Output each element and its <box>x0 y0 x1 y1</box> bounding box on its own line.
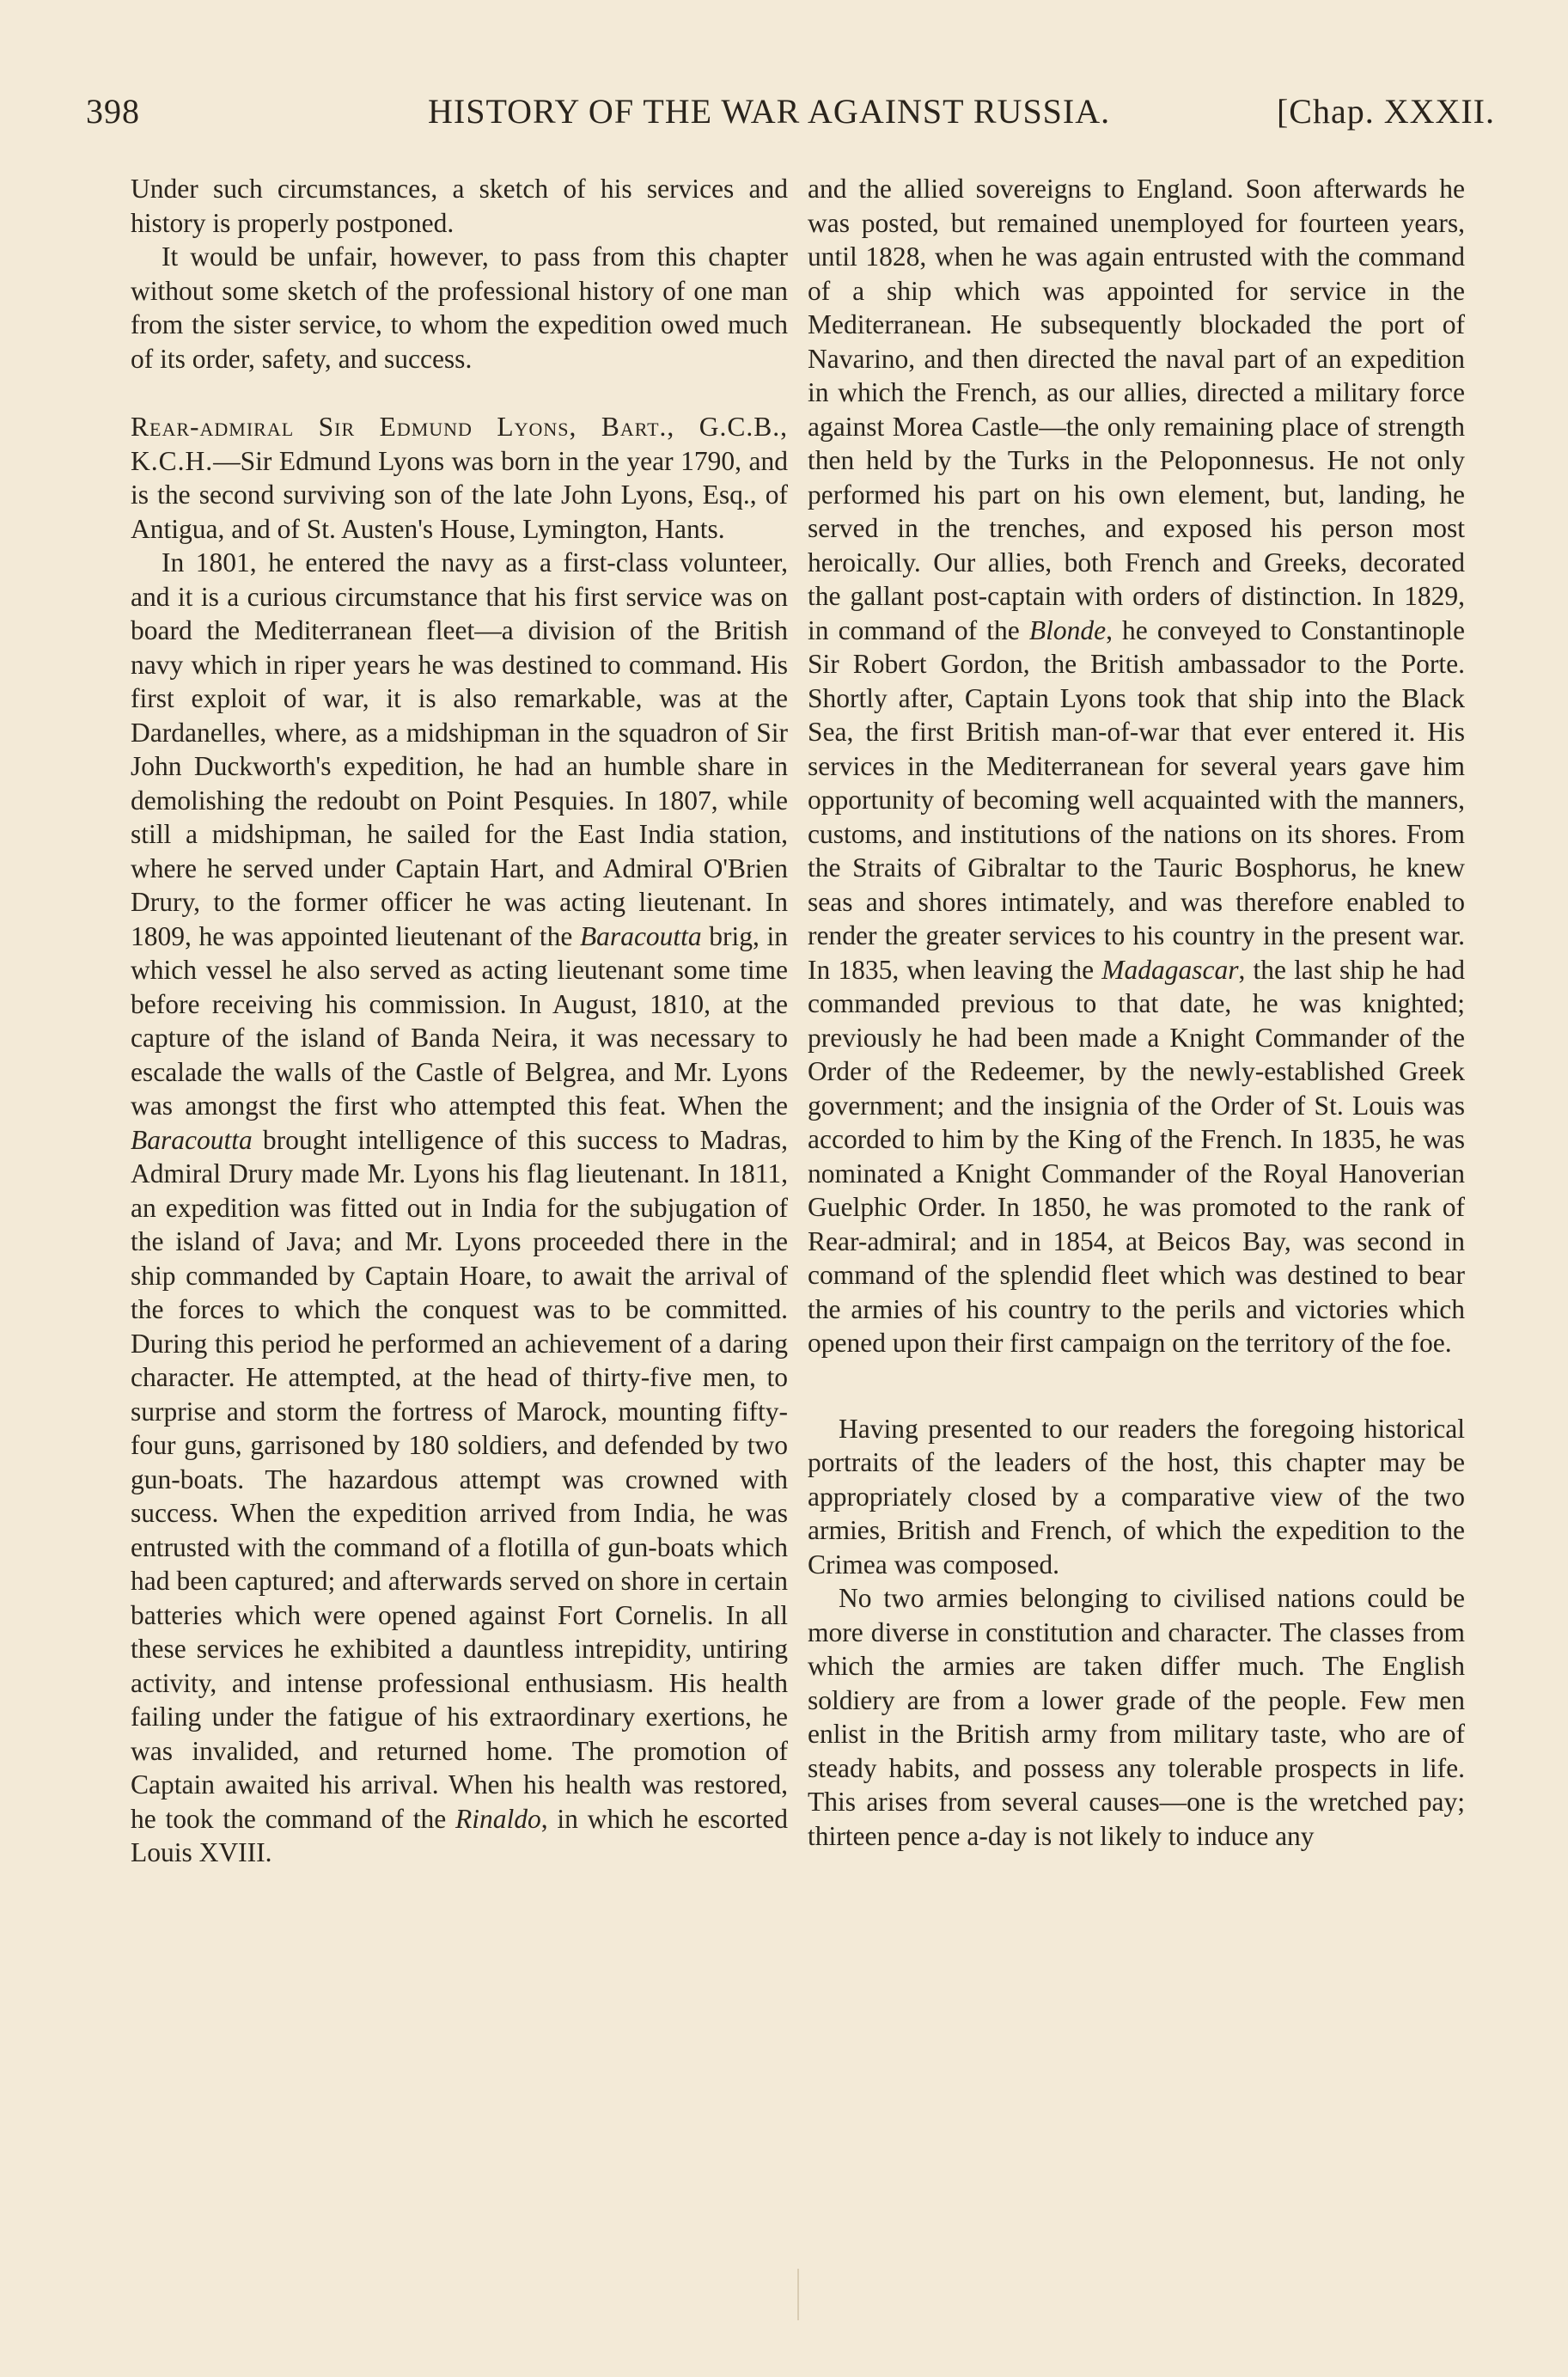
paragraph: Having presented to our readers the foregoing historical portraits of the leaders of the host, this chapter may be appropriately closed by a comparative view of the two armies, British and French, of which the expedition to the Crimea was composed. <box>808 1413 1465 1580</box>
biography-paragraph <box>131 410 788 546</box>
paragraph-text: brought intelligence of this success to Madras, Admiral Drury made Mr. Lyons his flag lieutenant. In 1811, an expedition was fitted out in India for the subjugation of the island of Java; and Mr. Lyons proceeded there in the ship commanded by Captain Hoare, to await the arrival of the forces to which the conquest was to be committed. During this period he performed an achievement of a daring character. He attempted, at the head of thirty-five men, to surprise and storm the fortress of Marock, mounting fifty-four guns, garrisoned by 180 soldiers, and defended by two gun-boats. The hazardous attempt was crowned with success. When the expedition arrived from India, he was entrusted with the command of a flotilla of gun-boats which had been captured; and afterwards served on shore in certain batteries which were opened against Fort Cornelis. In all these services he exhibited a dauntless intrepidity, untiring activity, and intense professional enthusiasm. His health failing under the fatigue of his extraordinary exertions, he was invalided, and returned home. The promotion of Captain awaited his arrival. When his health was restored, he took the command of the <box>131 1124 788 1834</box>
biography-heading: Rear-admiral Sir Edmund Lyons, Bart., G.C.B., K.C.H. <box>131 412 788 476</box>
paragraph <box>131 546 788 1870</box>
ship-name: Madagascar <box>1101 954 1239 985</box>
paragraph-text: —Sir Edmund Lyons was born in the year 1790, and is the second surviving son of the late John Lyons, Esq., of Antigua, and of St. Austen's House, Lymington, Hants. <box>131 445 788 544</box>
paragraph-text: , he conveyed to Constantinople Sir Robert Gordon, the British ambassador to the Porte. Shortly after, Captain Lyons took that ship into the Black Sea, the first British man-of-war that ever entered it. His services in the Mediterranean for several years gave him opportunity of becoming well acquainted with the manners, customs, and institutions of the nations on its shores. From the Straits of Gibraltar to the Tauric Bosphorus, he knew seas and shores intimately, and was therefore enabled to render the greater services to his country in the present war. In 1835, when leaving the <box>808 614 1465 985</box>
ship-name: Baracoutta <box>579 920 702 951</box>
paragraph: Under such circumstances, a sketch of his services and history is properly postponed. <box>131 174 788 238</box>
ship-name: Rinaldo <box>455 1803 541 1834</box>
ship-name: Baracoutta <box>131 1124 253 1155</box>
chapter-label: [Chap. XXXII. <box>1276 92 1495 131</box>
paragraph: No two armies belonging to civilised nations could be more diverse in constitution and character. The classes from which the armies are taken differ much. The English soldiery are from a lower grade of the people. Few men enlist in the British army from military taste, who are of steady habits, and possess any tolerable prospects in life. This arises from several causes—one is the wretched pay; thirteen pence a-day is not likely to induce any <box>808 1583 1465 1851</box>
paragraph-text: brig, in which vessel he also served as acting lieutenant some time before receiving his commission. In August, 1810, at the capture of the island of Banda Neira, it was necessary to escalade the walls of the Castle of Belgrea, and Mr. Lyons was amongst the first who attempted this feat. When the <box>131 920 789 1121</box>
paragraph: It would be unfair, however, to pass from this chapter without some sketch of the professional history of one man from the sister service, to whom the expedition owed much of its order, safety, and success. <box>131 241 788 374</box>
gutter-mark <box>797 2269 799 2320</box>
right-column <box>808 172 1465 1853</box>
paragraph-text: , in which he escorted Louis XVIII. <box>131 1803 788 1867</box>
running-header <box>86 91 1495 143</box>
paragraph <box>808 172 1465 1360</box>
running-title: HISTORY OF THE WAR AGAINST RUSSIA. <box>428 92 1111 131</box>
left-column <box>131 172 788 1870</box>
page-number: 398 <box>86 92 140 131</box>
paragraph-text: In 1801, he entered the navy as a first-class volunteer, and it is a curious circumstance that his first service was on board the Mediterranean fleet—a division of the British navy which in riper years he was destined to command. His first exploit of war, it is also remarkable, was at the Dardanelles, where, as a midshipman in the squadron of Sir John Duckworth's expedition, he had an humble share in demolishing the redoubt on Point Pesquies. In 1807, while still a midshipman, he sailed for the East India station, where he served under Captain Hart, and Admiral O'Brien Drury, to the former officer he was acting lieutenant. In 1809, he was appointed lieutenant of the <box>131 547 788 951</box>
ship-name: Blonde <box>1028 614 1107 645</box>
paragraph-text: , the last ship he had commanded previous to that date, he was knighted; previously he had been made a Knight Commander of the Order of the Redeemer, by the newly-established Greek government; and the insignia of the Order of St. Louis was accorded to him by the King of the French. In 1835, he was nominated a Knight Commander of the Royal Hanoverian Guelphic Order. In 1850, he was promoted to the rank of Rear-admiral; and in 1854, at Beicos Bay, was second in command of the splendid fleet which was destined to bear the armies of his country to the perils and victories which opened upon their first campaign on the territory of the foe. <box>808 954 1465 1358</box>
paragraph-text: and the allied sovereigns to England. Soon afterwards he was posted, but remained unemployed for fourteen years, until 1828, when he was again entrusted with the command of a ship which was appointed for service in the Mediterranean. He subsequently blockaded the port of Navarino, and then directed the naval part of an expedition in which the French, as our allies, directed a military force against Morea Castle—the only remaining place of strength then held by the Turks in the Peloponnesus. He not only performed his part on his own element, but, landing, he served in the trenches, and exposed his person most heroically. Our allies, both French and Greeks, decorated the gallant post-captain with orders of distinction. In 1829, in command of the <box>808 174 1465 645</box>
